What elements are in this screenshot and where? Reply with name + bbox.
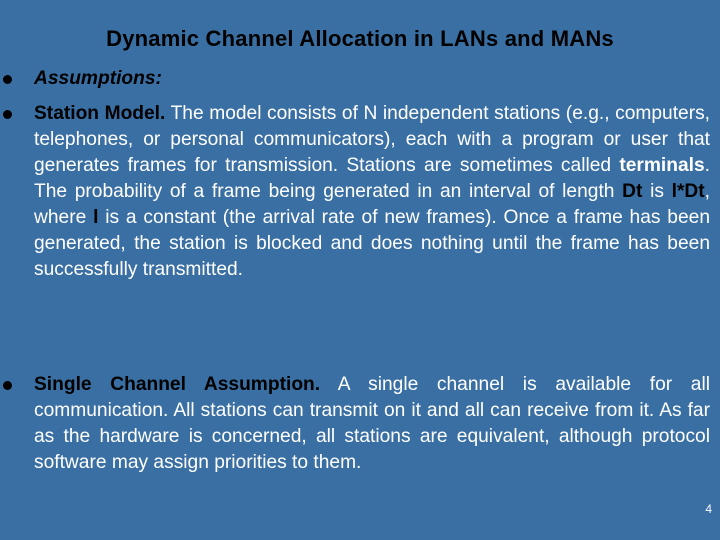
station-model-text-3: is bbox=[642, 181, 672, 202]
bullet-assumptions-text bbox=[34, 66, 710, 92]
dt-term: Dt bbox=[622, 181, 643, 202]
single-channel-text: A single channel is available for all communication. All stations can transmit on it and all can receive from it. As far as the hardware is concerned, all stations are equivalent, although protocol software may assign priorities to them. bbox=[34, 374, 710, 473]
single-channel-paragraph bbox=[34, 372, 710, 476]
bullet-dot-icon bbox=[3, 75, 12, 84]
station-model-text-1: The model consists of N independent stations (e.g., computers, telephones, or personal communicators), each with a program or user that generates frames for transmission. Stations are sometimes called bbox=[34, 103, 711, 176]
l-term: l bbox=[93, 207, 99, 228]
station-model-paragraph bbox=[34, 101, 710, 283]
station-model-lead: Station Model. bbox=[34, 103, 166, 124]
station-model-text-5: is a constant (the arrival rate of new frames). Once a frame has been generated, the station is blocked and does nothing until the frame has been successfully transmitted. bbox=[34, 207, 710, 280]
page-number: 4 bbox=[705, 502, 712, 516]
bullet-dot-icon bbox=[3, 110, 12, 119]
ldt-term: l*Dt bbox=[671, 181, 705, 202]
assumptions-heading: Assumptions: bbox=[34, 68, 162, 89]
station-model-text-2: . The probability of a frame being generated in an interval of length bbox=[34, 155, 710, 202]
bullet-dot-icon bbox=[3, 381, 12, 390]
station-model-text-4: , where bbox=[34, 181, 710, 228]
slide-title: Dynamic Channel Allocation in LANs and MANs bbox=[106, 26, 614, 51]
single-channel-lead: Single Channel Assumption. bbox=[34, 374, 321, 395]
terminals-term: terminals bbox=[619, 155, 705, 176]
